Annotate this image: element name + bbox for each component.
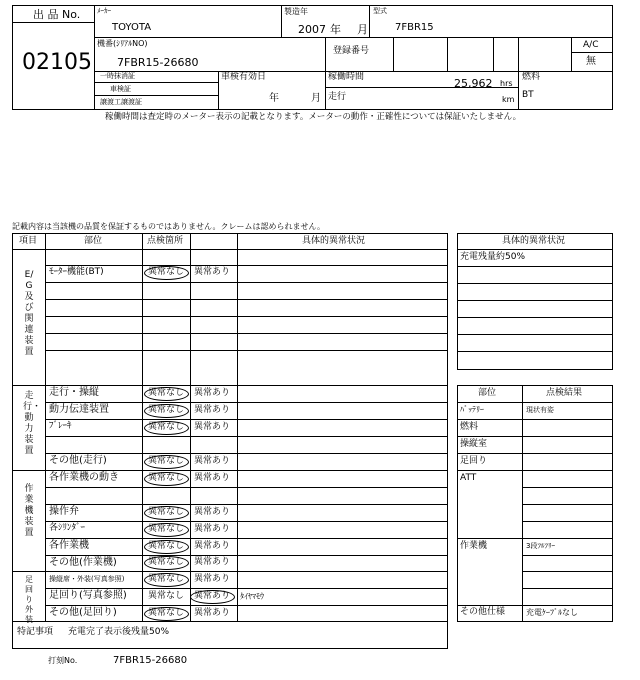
check-ng: 異常あり bbox=[194, 473, 231, 483]
ok-circle bbox=[144, 573, 189, 587]
category-undercarriage: 足回り外装 bbox=[25, 575, 33, 624]
maker-value: TOYOTA bbox=[112, 22, 152, 33]
check-ok: 異常なし bbox=[148, 507, 185, 517]
mileage-label: 走行 bbox=[328, 92, 347, 102]
part-brake: ﾌﾞﾚｰｷ bbox=[49, 421, 72, 431]
result-part-battery: ﾊﾞｯﾃﾘｰ bbox=[460, 405, 484, 414]
part-work-equipment: 各作業機 bbox=[49, 540, 89, 551]
ok-circle bbox=[144, 421, 189, 435]
cert-label-2: 車検証 bbox=[110, 85, 131, 93]
check-ng: 異常あり bbox=[194, 557, 231, 567]
check-ng: 異常あり bbox=[194, 591, 231, 601]
results-header-part: 部位 bbox=[478, 388, 497, 398]
ok-circle bbox=[144, 455, 189, 469]
reg-no-label: 登録番号 bbox=[333, 46, 370, 56]
lot-number: 02105 bbox=[22, 50, 92, 75]
check-ok: 異常なし bbox=[148, 524, 185, 534]
year-unit: 年 bbox=[330, 23, 341, 36]
result-part-undercarriage: 足回り bbox=[460, 456, 488, 466]
part-other-travel: その他(走行) bbox=[49, 455, 107, 466]
part-steering: 走行・操縦 bbox=[49, 387, 99, 398]
result-part-att: ATT bbox=[460, 473, 477, 483]
mileage-unit: km bbox=[502, 95, 515, 104]
fuel-label: 燃料 bbox=[522, 72, 541, 82]
result-part-other-spec: その他仕様 bbox=[460, 607, 506, 617]
check-ok: 異常なし bbox=[148, 422, 185, 432]
check-ng: 異常あり bbox=[194, 267, 231, 277]
check-ok: 異常なし bbox=[148, 405, 185, 415]
result-value-other-spec: 充電ｹｰﾌﾞﾙなし bbox=[526, 608, 578, 617]
check-ng: 異常あり bbox=[194, 574, 231, 584]
header-part: 部位 bbox=[84, 236, 103, 246]
result-value-work-equipment: 3段ﾌﾙﾌﾘｰ bbox=[526, 542, 555, 550]
abnormal-detail-header: 具体的異常状況 bbox=[502, 236, 566, 246]
hours-unit: hrs bbox=[500, 79, 513, 88]
cert-label-1: 一時抹消証 bbox=[100, 72, 135, 80]
check-ng: 異常あり bbox=[194, 608, 231, 618]
model-value: 7FBR15 bbox=[395, 22, 434, 33]
category-work-equipment: 作業機装置 bbox=[24, 484, 34, 538]
check-ok: 異常なし bbox=[148, 591, 185, 601]
year-label: 製造年 bbox=[284, 7, 308, 16]
check-ng: 異常あり bbox=[194, 507, 231, 517]
ok-circle bbox=[144, 506, 189, 520]
special-notes-label: 特記事項 bbox=[17, 627, 54, 637]
inspection-month: 月 bbox=[311, 93, 321, 104]
result-part-fuel: 燃料 bbox=[460, 422, 479, 432]
check-ok: 異常なし bbox=[148, 557, 185, 567]
check-ng: 異常あり bbox=[194, 422, 231, 432]
category-engine: E/G及び関連装置 bbox=[24, 270, 34, 357]
stamp-label: 打刻No. bbox=[48, 656, 78, 665]
inspection-year: 年 bbox=[269, 93, 279, 104]
special-notes-value: 充電完了表示後残量50% bbox=[68, 627, 170, 637]
hours-label: 稼働時間 bbox=[328, 72, 365, 82]
check-ng: 異常あり bbox=[194, 524, 231, 534]
serial-value: 7FBR15-26680 bbox=[117, 56, 199, 69]
ok-circle bbox=[144, 523, 189, 537]
result-part-cab: 操縦室 bbox=[460, 439, 488, 449]
ok-circle bbox=[144, 472, 189, 486]
inspection-date-label: 車検有効日 bbox=[221, 72, 267, 82]
check-ok: 異常なし bbox=[148, 456, 185, 466]
ok-circle bbox=[144, 387, 189, 401]
part-motor: ﾓｰﾀｰ機能(BT) bbox=[49, 267, 104, 277]
ok-circle bbox=[144, 540, 189, 554]
check-ok: 異常なし bbox=[148, 267, 185, 277]
ac-value: 無 bbox=[586, 56, 596, 67]
header-detail: 具体的異常状況 bbox=[302, 236, 366, 246]
cert-label-3: 譲渡工譲渡証 bbox=[100, 98, 142, 106]
check-ng: 異常あり bbox=[194, 541, 231, 551]
disclaimer-text: 記載内容は当該機の品質を保証するものではありません。クレームは認められません。 bbox=[12, 222, 325, 231]
ok-circle bbox=[144, 607, 189, 621]
serial-label: 機番(ｼﾘｱﾙNO) bbox=[97, 39, 148, 48]
category-travel: 走行・動力装置 bbox=[23, 391, 42, 456]
check-ok: 異常なし bbox=[148, 541, 185, 551]
result-value-battery: 現状有姿 bbox=[526, 406, 554, 414]
part-cylinders: 各ｼﾘﾝﾀﾞｰ bbox=[49, 523, 86, 533]
hours-note: 稼働時間は査定時のメーター表示の記載となります。メーターの動作・正確性については保証いたしません。 bbox=[105, 112, 522, 122]
check-ok: 異常なし bbox=[148, 574, 185, 584]
part-control-valve: 操作弁 bbox=[49, 506, 79, 517]
lot-number-label: 出 品 No. bbox=[33, 8, 81, 21]
part-other-undercarriage: その他(足回り) bbox=[49, 607, 117, 618]
ac-label: A/C bbox=[583, 40, 599, 50]
abnormal-detail-text: 充電残量約50% bbox=[460, 252, 526, 262]
month-unit: 月 bbox=[357, 23, 368, 36]
detail-tire-wear: ﾀｲﾔﾏﾓｳ bbox=[240, 592, 264, 601]
check-ng: 異常あり bbox=[194, 388, 231, 398]
check-ok: 異常なし bbox=[148, 608, 185, 618]
header-check: 点検箇所 bbox=[147, 236, 184, 246]
part-other-work: その他(作業機) bbox=[49, 557, 117, 568]
stamp-value: 7FBR15-26680 bbox=[113, 655, 188, 666]
year-value: 2007 bbox=[298, 23, 326, 36]
part-cab-exterior: 操縦席・外装(写真参照) bbox=[49, 575, 125, 583]
part-power-transmission: 動力伝達装置 bbox=[49, 404, 109, 415]
ok-circle bbox=[144, 404, 189, 418]
model-label: 型式 bbox=[373, 7, 387, 15]
ng-circle bbox=[190, 590, 235, 604]
maker-label: ﾒｰｶｰ bbox=[97, 7, 111, 15]
results-header-result: 点検結果 bbox=[546, 388, 583, 398]
ok-circle bbox=[144, 556, 189, 570]
ok-circle bbox=[144, 266, 189, 280]
part-work-motion: 各作業機の動き bbox=[49, 472, 119, 483]
hours-value: 25,962 bbox=[454, 77, 493, 90]
part-undercarriage: 足回り(写真参照) bbox=[49, 590, 127, 601]
result-part-work-equipment: 作業機 bbox=[460, 541, 488, 551]
fuel-value: BT bbox=[522, 90, 534, 100]
header-category: 項目 bbox=[19, 236, 38, 246]
check-ok: 異常なし bbox=[148, 388, 185, 398]
check-ok: 異常なし bbox=[148, 473, 185, 483]
check-ng: 異常あり bbox=[194, 456, 231, 466]
check-ng: 異常あり bbox=[194, 405, 231, 415]
